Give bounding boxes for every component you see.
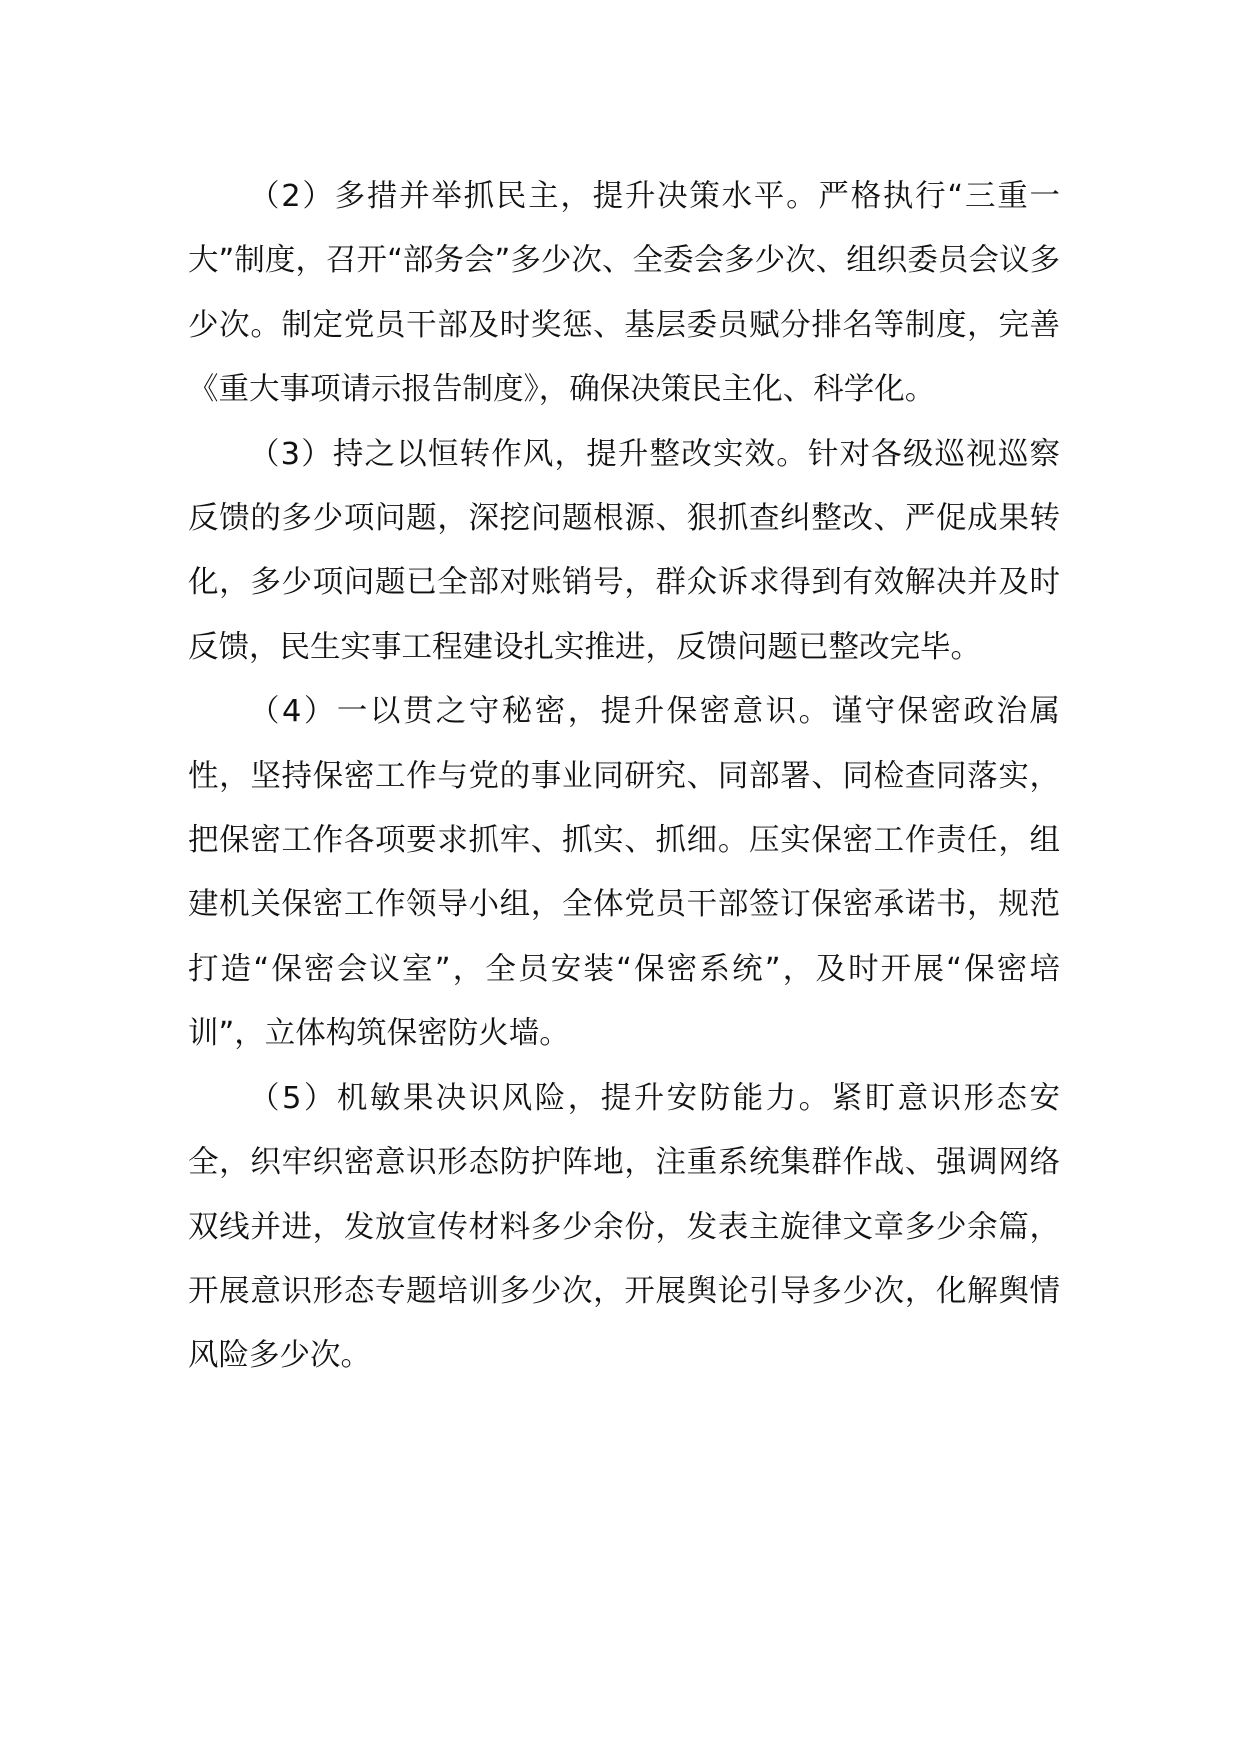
paragraph-2: （2）多措并举抓民主，提升决策水平。严格执行“三重一大”制度，召开“部务会”多少次、全委会多少次、组织委员会议多少次。制定党员干部及时奖惩、基层委员赋分排名等制度，完善《重大事项请示报告制度》，确保决策民主化、科学化。 [188, 179, 1060, 408]
paragraph-4: （4）一以贯之守秘密，提升保密意识。谨守保密政治属性，坚持保密工作与党的事业同研究、同部署、同检查同落实，把保密工作各项要求抓牢、抓实、抓细。压实保密工作责任，组建机关保密工作领导小组，全体党员干部签订保密承诺书，规范打造“保密会议室”，全员安装“保密系统”，及时开展“保密培训”，立体构筑保密防火墙。 [188, 694, 1060, 1052]
paragraph-3: （3）持之以恒转作风，提升整改实效。针对各级巡视巡察反馈的多少项问题，深挖问题根源、狠抓查纠整改、严促成果转化，多少项问题已全部对账销号，群众诉求得到有效解决并及时反馈，民生实事工程建设扎实推进，反馈问题已整改完毕。 [188, 436, 1060, 665]
paragraph-5: （5）机敏果决识风险，提升安防能力。紧盯意识形态安全，织牢织密意识形态防护阵地，注重系统集群作战、强调网络双线并进，发放宣传材料多少余份，发表主旋律文章多少余篇，开展意识形态专题培训多少次，开展舆论引导多少次，化解舆情风险多少次。 [188, 1080, 1060, 1374]
document-body [188, 165, 1060, 1389]
